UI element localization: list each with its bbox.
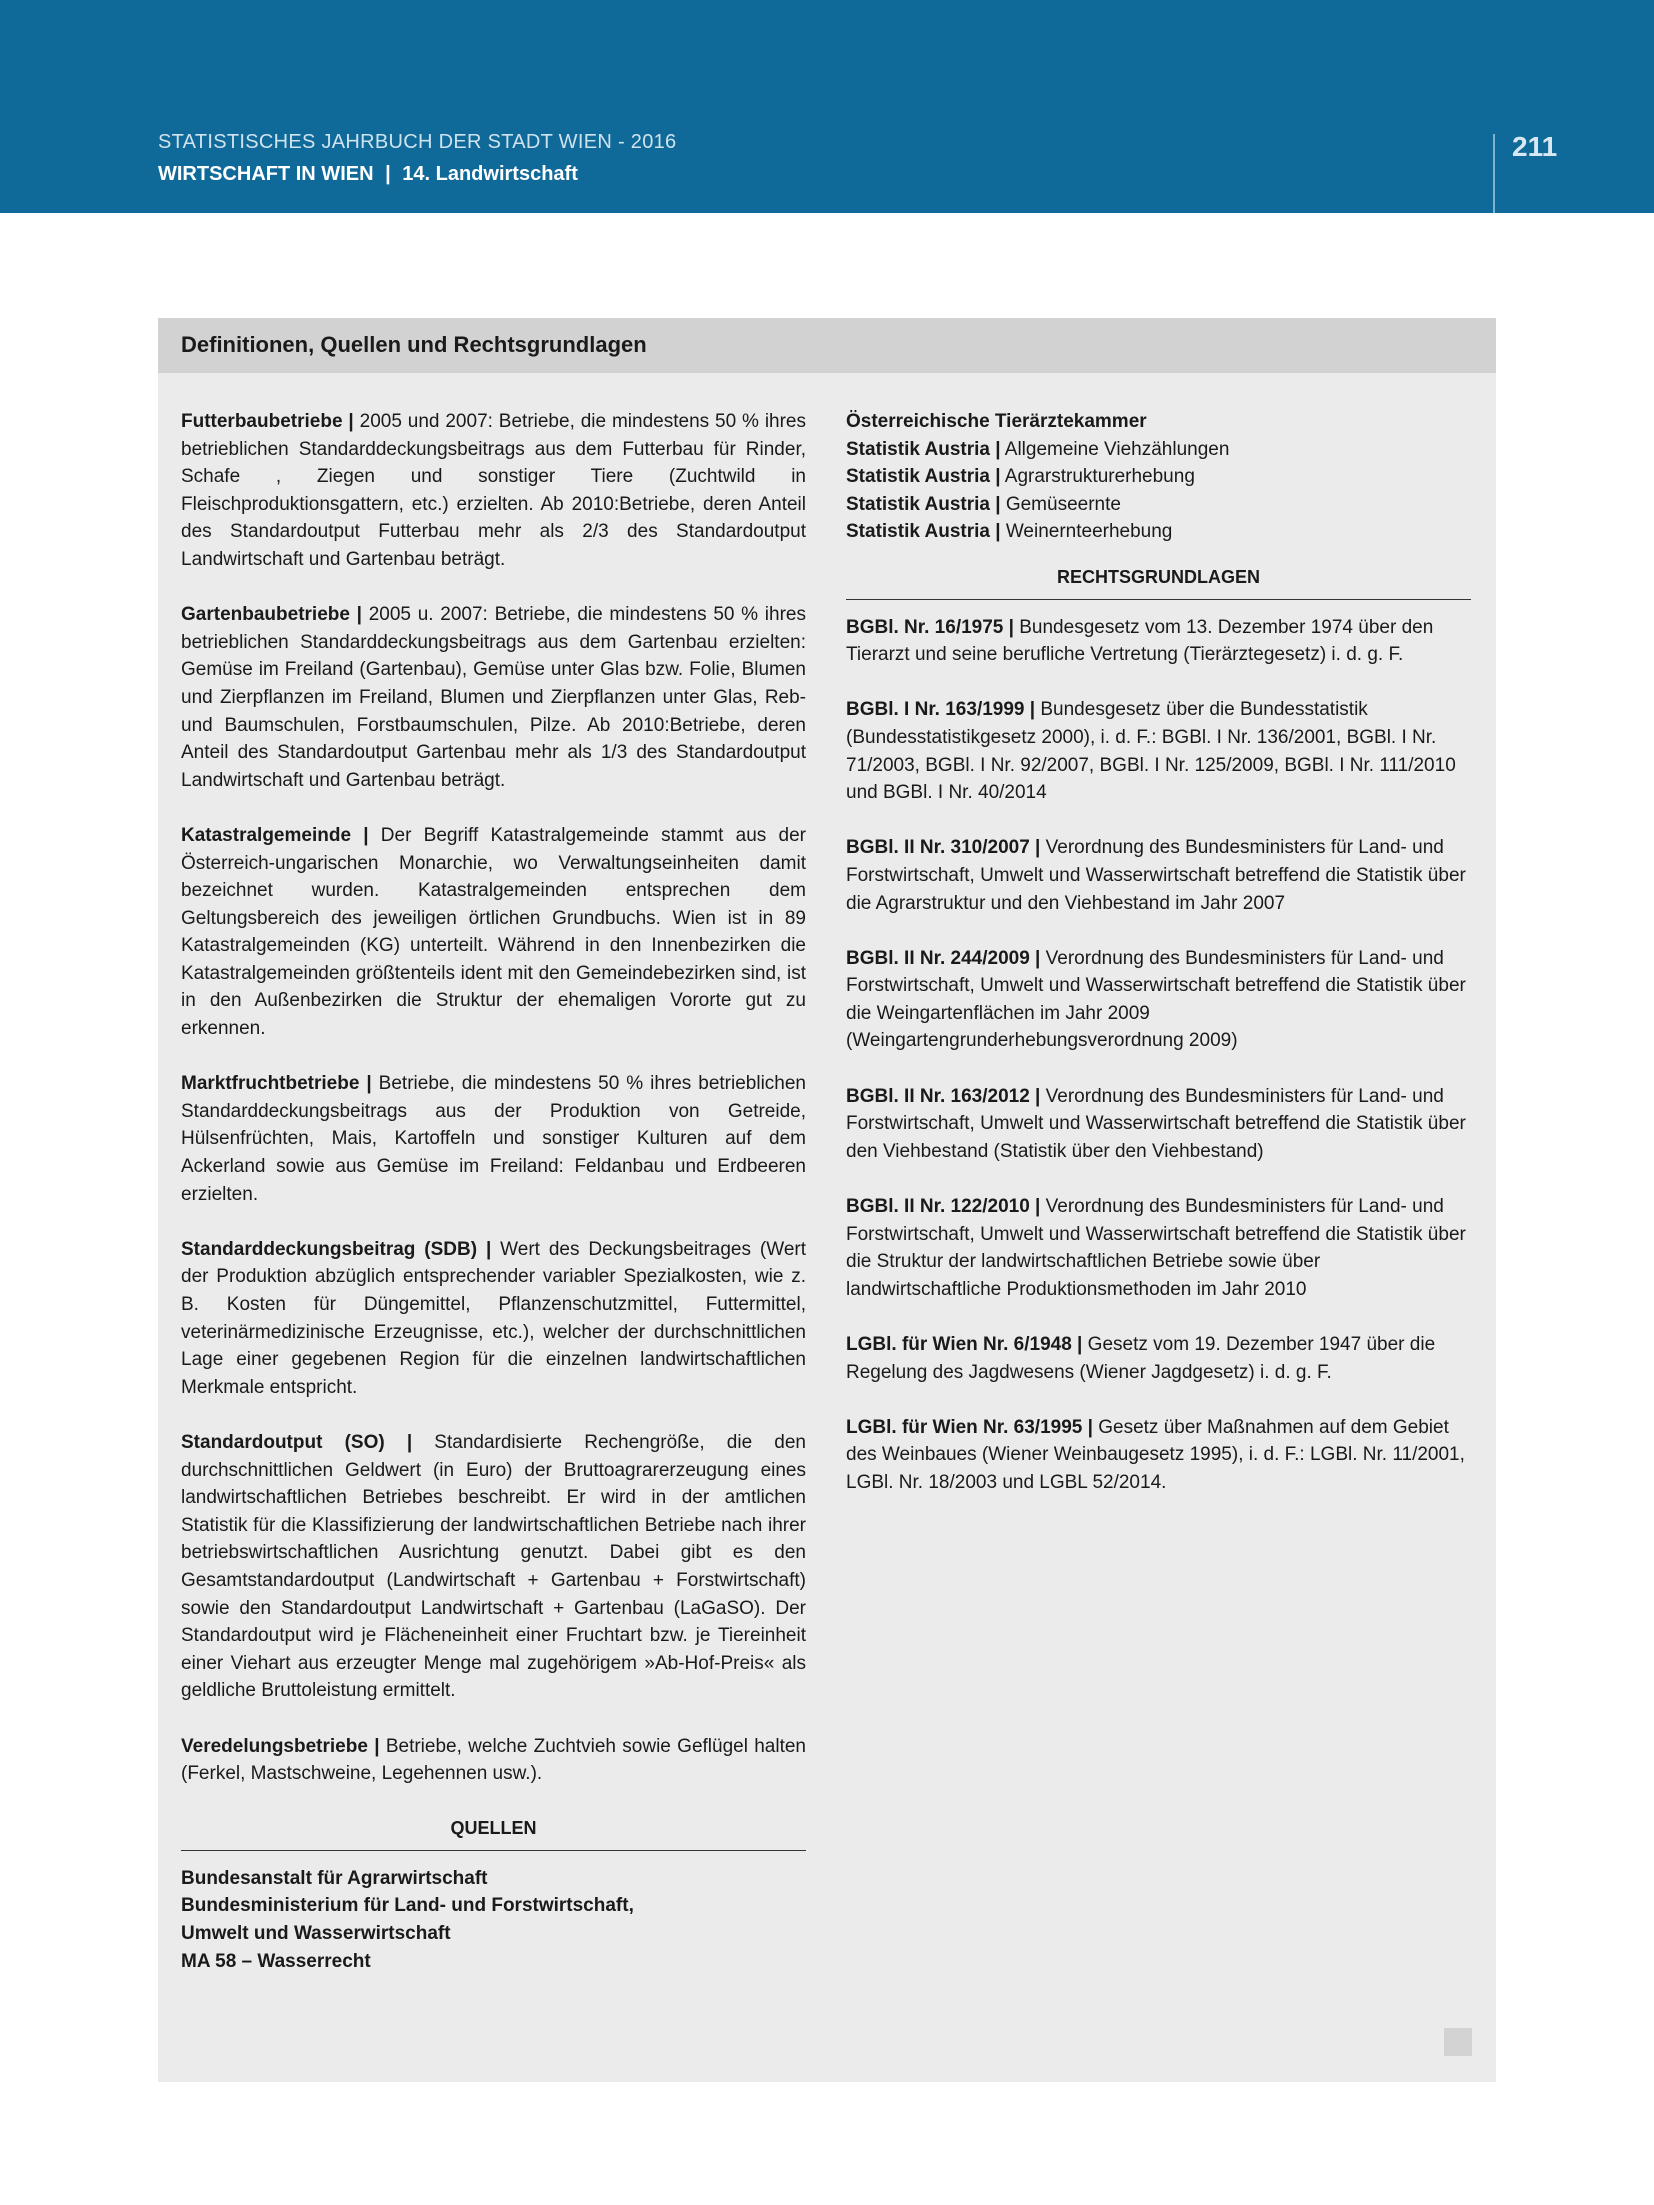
definition-text: Betriebe, die mindestens 50 % ihres betrieblichen Standarddeckungsbeitrags aus der Produktion von Getreide, Hülsenfrüchten, Mais, Kartoffeln und sonstiger Kulturen auf dem Ackerland sowie aus Gemüse im Freiland: Feldanbau und Erdbeeren erzielten. bbox=[181, 1073, 806, 1205]
definition-term: Gartenbaubetriebe | bbox=[181, 604, 362, 626]
source-name: Statistik Austria | bbox=[846, 466, 1001, 488]
definition-entry bbox=[181, 822, 806, 1043]
quellen-list-continued bbox=[846, 408, 1471, 546]
source-detail: Weinernteerhebung bbox=[1000, 521, 1173, 543]
definition-entry bbox=[181, 408, 806, 574]
source-item bbox=[846, 463, 1471, 491]
legal-entry bbox=[846, 1083, 1471, 1166]
legal-entry bbox=[846, 1414, 1471, 1497]
definition-entry bbox=[181, 1733, 806, 1788]
quellen-heading: QUELLEN bbox=[181, 1815, 806, 1851]
source-item bbox=[181, 1920, 806, 1948]
source-item bbox=[181, 1865, 806, 1893]
source-name: Umwelt und Wasserwirtschaft bbox=[181, 1923, 451, 1945]
rechtsgrundlagen-heading: RECHTSGRUNDLAGEN bbox=[846, 564, 1471, 600]
legal-reference: BGBl. II Nr. 310/2007 | bbox=[846, 837, 1041, 859]
legal-entry bbox=[846, 1193, 1471, 1303]
right-column bbox=[846, 408, 1471, 1524]
page-header bbox=[0, 0, 1654, 213]
definition-term: Futterbaubetriebe | bbox=[181, 411, 354, 432]
source-detail: Gemüseernte bbox=[1000, 493, 1121, 515]
source-name: Bundesanstalt für Agrarwirtschaft bbox=[181, 1867, 488, 1889]
definition-text: Der Begriff Katastralgemeinde stammt aus der Österreich-ungarischen Monarchie, wo Verwaltungseinheiten damit bezeichnet wurden. Katastralgemeinden entsprechen dem Geltungsbereich des jeweiligen örtlichen Grundbuchs. Wien ist in 89 Katastralgemeinden (KG) unterteilt. Während in den Innenbezirken die Katastralgemeinden größtenteils ident mit den Gemeindebezirken sind, ist in den Außenbezirken die Struktur der ehemaligen Vororte gut zu erkennen. bbox=[181, 824, 806, 1040]
breadcrumb-separator: | bbox=[385, 163, 391, 185]
legal-reference: LGBl. für Wien Nr. 6/1948 | bbox=[846, 1334, 1083, 1355]
definition-entry bbox=[181, 1070, 806, 1208]
legal-text: Verordnung des Bundesministers für Land- und Forstwirtschaft, Umwelt und Wasserwirtschaft betreffend die Statistik über die Struktur der landwirtschaftlichen Betriebe sowie über landwirtschaftliche Produktionsmethoden im Jahr 2010 bbox=[846, 1196, 1466, 1300]
definition-entry bbox=[181, 1429, 806, 1705]
source-item bbox=[846, 408, 1471, 436]
page-number: 211 bbox=[1512, 131, 1558, 162]
source-detail: Agrarstrukturerhebung bbox=[1000, 466, 1195, 488]
legal-entry bbox=[846, 1331, 1471, 1386]
legal-reference: BGBl. Nr. 16/1975 | bbox=[846, 616, 1014, 638]
left-column bbox=[181, 408, 806, 1975]
legal-text: Verordnung des Bundesministers für Land- und Forstwirtschaft, Umwelt und Wasserwirtschaft betreffend die Statistik über den Viehbestand (Statistik über den Viehbestand) bbox=[846, 1085, 1466, 1162]
source-item bbox=[846, 436, 1471, 464]
definition-term: Standarddeckungsbeitrag (SDB) | bbox=[181, 1238, 492, 1260]
chapter-breadcrumb bbox=[158, 163, 578, 186]
source-name: Statistik Austria | bbox=[846, 493, 1001, 515]
source-item bbox=[181, 1948, 806, 1976]
definition-text: Standardisierte Rechengröße, die den durchschnittlichen Geldwert (in Euro) der Bruttoagrarerzeugung eines landwirtschaftlichen Betriebes beschreibt. Er wird in der amtlichen Statistik für die Klassifizierung der landwirtschaftlichen Betriebe nach ihrer betriebswirtschaftlichen Ausrichtung genutzt. Dabei gibt es den Gesamtstandardoutput (Landwirtschaft + Gartenbau + Forstwirtschaft) sowie den Standardoutput Landwirtschaft + Gartenbau (LaGaSO). Der Standardoutput wird je Flächeneinheit einer Fruchtart bzw. je Tiereinheit einer Viehart aus erzeugter Menge mal zugehörigem »Ab-Hof-Preis« als geldliche Bruttoleistung ermittelt. bbox=[181, 1431, 807, 1702]
legal-text: Bundesgesetz über die Bundesstatistik (Bundesstatistikgesetz 2000), i. d. F.: BGBl. I Nr. 136/2001, BGBl. I Nr. 71/2003, BGBl. I Nr. 92/2007, BGBl. I Nr. 125/2009, BGBl. I Nr. 111/2010 und BGBl. I Nr. 40/2014 bbox=[846, 699, 1456, 804]
legal-text: Verordnung des Bundesministers für Land- und Forstwirtschaft, Umwelt und Wasserwirtschaft betreffend die Statistik über die Weingartenflächen im Jahr 2009 (Weingartengrunderhebungsverordnung 2009) bbox=[846, 947, 1466, 1052]
definition-term: Standardoutput (SO) | bbox=[181, 1431, 413, 1453]
definition-text: 2005 u. 2007: Betriebe, die mindestens 50 % ihres betrieblichen Standarddeckungsbeitrags aus dem Gartenbau erzielten: Gemüse im Freiland (Gartenbau), Gemüse unter Glas bzw. Folie, Blumen und Zierpflanzen im Freiland, Blumen und Zierpflanzen unter Glas, Reb- und Baumschulen, Forstbaumschulen, Pilze. Ab 2010:Betriebe, deren Anteil des Standardoutput Gartenbau mehr als 1/3 des Standardoutput Landwirtschaft und Gartenbau beträgt. bbox=[181, 604, 806, 791]
definitions-panel bbox=[158, 318, 1496, 2082]
legal-reference: BGBl. I Nr. 163/1999 | bbox=[846, 699, 1036, 721]
source-name: Statistik Austria | bbox=[846, 521, 1001, 543]
source-name: MA 58 – Wasserrecht bbox=[181, 1950, 371, 1972]
breadcrumb-section: WIRTSCHAFT IN WIEN bbox=[158, 163, 374, 185]
legal-entry bbox=[846, 834, 1471, 917]
legal-reference: BGBl. II Nr. 163/2012 | bbox=[846, 1085, 1041, 1107]
legal-text: Gesetz über Maßnahmen auf dem Gebiet des Weinbaues (Wiener Weinbaugesetz 1995), i. d. F.: LGBl. Nr. 11/2001, LGBl. Nr. 18/2003 und LGBL 52/2014. bbox=[846, 1416, 1465, 1493]
definition-term: Katastralgemeinde | bbox=[181, 824, 369, 846]
source-detail: Allgemeine Viehzählungen bbox=[1000, 438, 1230, 460]
source-item bbox=[846, 491, 1471, 519]
panel-header bbox=[158, 318, 1496, 373]
definition-text: Wert des Deckungsbeitrages (Wert der Produktion abzüglich entsprechender variabler Spezialkosten, wie z. B. Kosten für Düngemittel, Pflanzenschutzmittel, Futtermittel, veterinärmedizinische Erzeugnisse, etc.), welcher der durchschnittlichen Lage einer gegebenen Region für die einzelnen landwirtschaftlichen Merkmale entspricht. bbox=[181, 1238, 806, 1398]
header-divider bbox=[1493, 134, 1495, 213]
definition-term: Marktfruchtbetriebe | bbox=[181, 1073, 372, 1095]
legal-reference: LGBl. für Wien Nr. 63/1995 | bbox=[846, 1416, 1093, 1438]
source-name: Statistik Austria | bbox=[846, 438, 1001, 460]
source-item bbox=[846, 518, 1471, 546]
quellen-list bbox=[181, 1865, 806, 1975]
panel-title: Definitionen, Quellen und Rechtsgrundlagen bbox=[181, 332, 647, 357]
legal-reference: BGBl. II Nr. 122/2010 | bbox=[846, 1196, 1041, 1218]
legal-text: Bundesgesetz vom 13. Dezember 1974 über den Tierarzt und seine berufliche Vertretung (Tierärztegesetz) i. d. g. F. bbox=[846, 616, 1434, 666]
definition-entry bbox=[181, 1236, 806, 1402]
source-name: Bundesministerium für Land- und Forstwirtschaft, bbox=[181, 1895, 634, 1917]
legal-entry bbox=[846, 945, 1471, 1055]
source-item bbox=[181, 1892, 806, 1920]
legal-reference: BGBl. II Nr. 244/2009 | bbox=[846, 947, 1041, 969]
source-name: Österreichische Tierärztekammer bbox=[846, 411, 1147, 432]
breadcrumb-chapter: 14. Landwirtschaft bbox=[402, 163, 578, 185]
legal-text: Verordnung des Bundesministers für Land- und Forstwirtschaft, Umwelt und Wasserwirtschaft betreffend die Statistik über die Agrarstruktur und den Viehbestand im Jahr 2007 bbox=[846, 837, 1466, 914]
decorative-square bbox=[1444, 2028, 1472, 2056]
definition-text: 2005 und 2007: Betriebe, die mindestens 50 % ihres betrieblichen Standarddeckungsbeitrags aus dem Futterbau für Rinder, Schafe , Ziegen und sonstiger Tiere (Zuchtwild in Fleischproduktionsgattern, etc.) erzielten. Ab 2010:Betriebe, deren Anteil des Standardoutput Futterbau mehr als 2/3 des Standardoutput Landwirtschaft und Gartenbau beträgt. bbox=[181, 411, 807, 570]
legal-entry bbox=[846, 614, 1471, 669]
definition-entry bbox=[181, 601, 806, 794]
definition-term: Veredelungsbetriebe | bbox=[181, 1735, 380, 1757]
legal-text: Gesetz vom 19. Dezember 1947 über die Regelung des Jagdwesens (Wiener Jagdgesetz) i. d. g. F. bbox=[846, 1334, 1436, 1383]
definition-text: Betriebe, welche Zuchtvieh sowie Geflügel halten (Ferkel, Mastschweine, Legehennen usw.). bbox=[181, 1735, 806, 1785]
yearbook-title: STATISTISCHES JAHRBUCH DER STADT WIEN - 2016 bbox=[158, 131, 677, 153]
legal-entry bbox=[846, 696, 1471, 806]
